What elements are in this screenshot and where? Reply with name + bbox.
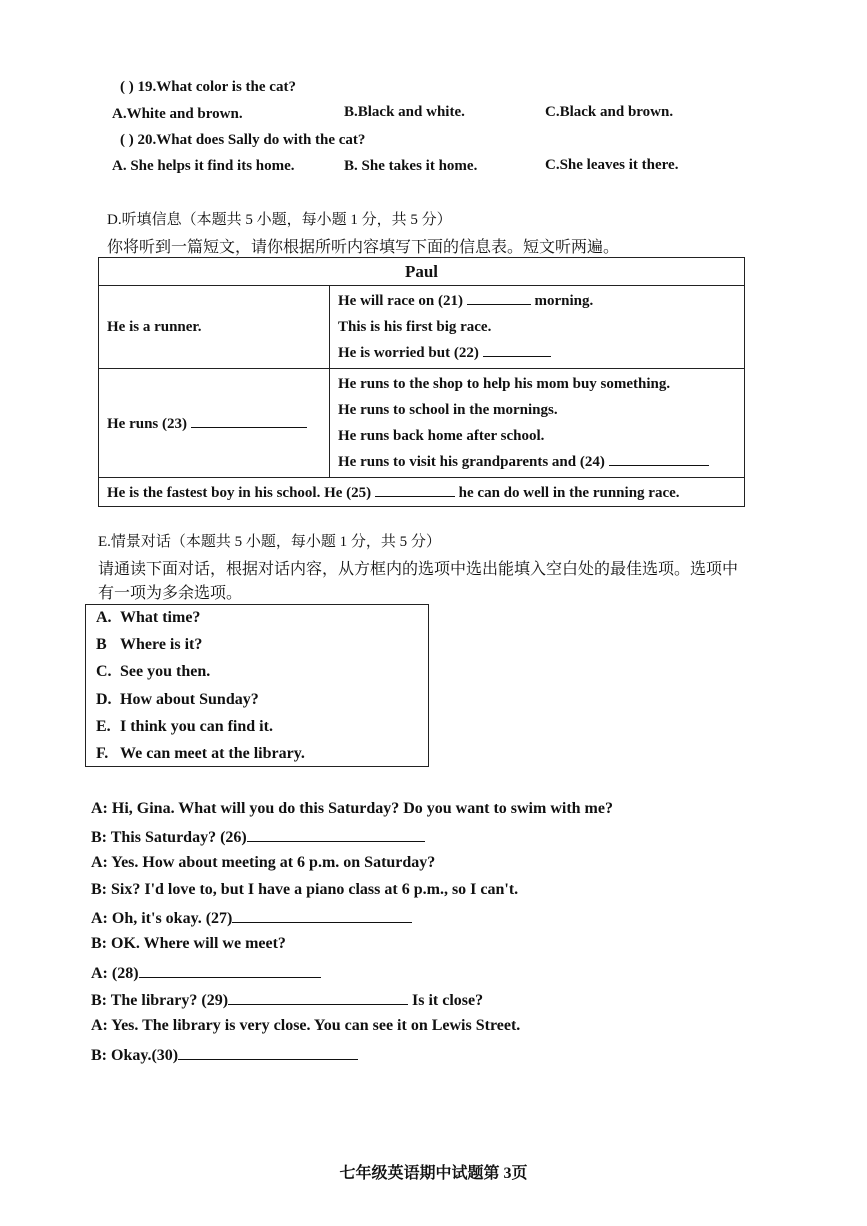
- info-table: [98, 257, 745, 507]
- options-box: [85, 604, 429, 767]
- table-line-21: He will race on (21) morning.: [338, 288, 736, 314]
- blank-22[interactable]: [483, 342, 551, 357]
- dialogue-line-9: A: Yes. The library is very close. You can see it on Lewis Street.: [91, 1017, 521, 1034]
- q20-option-b: B. She takes it home.: [344, 158, 478, 174]
- table-row2-right: [330, 369, 745, 478]
- section-d-title: D.听填信息（本题共 5 小题，每小题 1 分，共 5 分）: [107, 212, 452, 228]
- blank-30[interactable]: [178, 1045, 358, 1060]
- dialogue-line-5: A: Oh, it's okay. (27): [91, 908, 412, 928]
- q19-option-b: B.Black and white.: [344, 104, 465, 120]
- q19-text: 19.What color is the cat?: [137, 79, 296, 95]
- dialogue-line-2: B: This Saturday? (26): [91, 827, 425, 847]
- option-f: F. We can meet at the library.: [96, 745, 305, 762]
- blank-21[interactable]: [467, 290, 531, 305]
- table-line-home: He runs back home after school.: [338, 428, 545, 444]
- blank-28[interactable]: [139, 963, 321, 978]
- q19-option-c: C.Black and brown.: [545, 104, 674, 120]
- table-line-school: He runs to school in the mornings.: [338, 402, 558, 418]
- q19-answer-paren[interactable]: ( ): [120, 79, 134, 95]
- q20-answer-paren[interactable]: ( ): [120, 132, 134, 148]
- blank-27[interactable]: [232, 908, 412, 923]
- dialogue-line-10: B: Okay.(30): [91, 1045, 358, 1065]
- blank-25[interactable]: [375, 482, 455, 497]
- section-e-instruction-1: 请通读下面对话，根据对话内容，从方框内的选项中选出能填入空白处的最佳选项。选项中: [98, 561, 739, 578]
- q20-text: 20.What does Sally do with the cat?: [137, 132, 366, 148]
- section-e-instruction-2: 有一项为多余选项。: [98, 585, 243, 602]
- blank-26[interactable]: [247, 827, 425, 842]
- table-line-22: He is worried but (22): [338, 340, 736, 366]
- table-row1-right: [330, 286, 745, 369]
- table-line-first-race: This is his first big race.: [338, 319, 492, 335]
- dialogue-line-6: B: OK. Where will we meet?: [91, 935, 286, 952]
- option-b: B Where is it?: [96, 636, 203, 653]
- blank-23[interactable]: [191, 413, 307, 428]
- dialogue-line-4: B: Six? I'd love to, but I have a piano class at 6 p.m., so I can't.: [91, 881, 519, 898]
- q20-question: [120, 132, 365, 149]
- q20-option-c: C.She leaves it there.: [545, 157, 679, 173]
- table-row1-left: He is a runner.: [99, 286, 330, 369]
- page-footer: 七年级英语期中试题第 3页: [339, 1165, 528, 1182]
- dialogue-line-1: A: Hi, Gina. What will you do this Saturday? Do you want to swim with me?: [91, 800, 613, 817]
- q19-question: [120, 79, 296, 96]
- option-d: D. How about Sunday?: [96, 691, 259, 708]
- blank-24[interactable]: [609, 451, 709, 466]
- table-header: Paul: [99, 258, 745, 286]
- section-e-title: E.情景对话（本题共 5 小题，每小题 1 分，共 5 分）: [98, 534, 441, 550]
- blank-29[interactable]: [228, 990, 408, 1005]
- table-row2-left: He runs (23): [99, 369, 330, 478]
- table-row3: He is the fastest boy in his school. He (25) he can do well in the running race.: [99, 478, 745, 507]
- option-e: E. I think you can find it.: [96, 718, 273, 735]
- q20-option-a: A. She helps it find its home.: [112, 158, 295, 174]
- section-d-instruction: 你将听到一篇短文，请你根据所听内容填写下面的信息表。短文听两遍。: [107, 239, 620, 256]
- q19-option-a: A.White and brown.: [112, 106, 243, 122]
- option-a: A. What time?: [96, 609, 201, 626]
- option-c: C. See you then.: [96, 663, 211, 680]
- table-line-shop: He runs to the shop to help his mom buy something.: [338, 376, 671, 392]
- dialogue-line-3: A: Yes. How about meeting at 6 p.m. on Saturday?: [91, 854, 436, 871]
- dialogue-line-7: A: (28): [91, 963, 321, 983]
- dialogue-line-8: B: The library? (29) Is it close?: [91, 992, 484, 1009]
- table-line-24: He runs to visit his grandparents and (24): [338, 449, 736, 475]
